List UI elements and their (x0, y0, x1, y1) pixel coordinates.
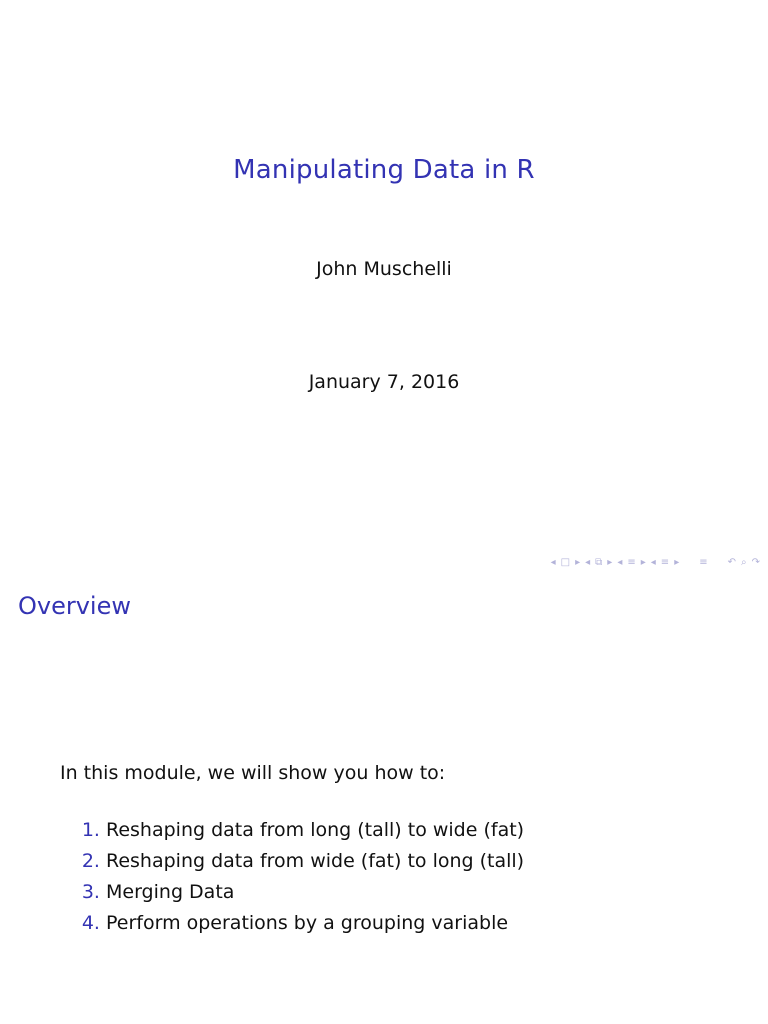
nav-arrow-right-icon[interactable]: ▸ (575, 557, 581, 568)
list-number: 3. (81, 881, 100, 903)
presentation-title: Manipulating Data in R (233, 155, 535, 185)
list-number: 2. (81, 850, 100, 872)
overview-slide (0, 576, 768, 1024)
list-item-text: Perform operations by a grouping variable (106, 912, 509, 934)
section-lines-icon[interactable]: ≡ (627, 557, 636, 568)
presentation-date: January 7, 2016 (308, 371, 460, 393)
redo-icon[interactable]: ↷ (751, 557, 760, 568)
author-name: John Muschelli (316, 258, 452, 280)
intro-text: In this module, we will show you how to: (60, 762, 446, 784)
list-number: 1. (81, 819, 100, 841)
list-item-text: Reshaping data from long (tall) to wide (fat) (106, 819, 525, 841)
nav-arrow-left-icon[interactable]: ◂ (585, 557, 591, 568)
frame-title: Overview (18, 592, 131, 620)
nav-arrow-right-icon[interactable]: ▸ (674, 557, 680, 568)
list-item (60, 878, 524, 909)
list-item-text: Reshaping data from wide (fat) to long (tall) (106, 850, 525, 872)
subsection-lines-icon[interactable]: ≡ (660, 557, 670, 568)
overview-list (60, 816, 524, 940)
nav-arrow-left-icon[interactable]: ◂ (617, 557, 623, 568)
list-item (60, 847, 524, 878)
nav-arrow-right-icon[interactable]: ▸ (607, 557, 613, 568)
nav-arrow-right-icon[interactable]: ▸ (640, 557, 646, 568)
search-icon[interactable]: ⌕ (741, 557, 747, 568)
list-item-text: Merging Data (106, 881, 235, 903)
list-item (60, 909, 524, 940)
nav-arrow-left-icon[interactable]: ◂ (650, 557, 656, 568)
nav-arrow-left-icon[interactable]: ◂ (550, 557, 556, 568)
document-lines-icon[interactable]: ≡ (699, 557, 708, 568)
list-number: 4. (81, 912, 100, 934)
frame-box-icon[interactable]: □ (560, 557, 571, 568)
beamer-navigation-bar (551, 557, 760, 569)
list-item (60, 816, 524, 847)
undo-icon[interactable]: ↶ (727, 557, 736, 568)
slides-stack-icon[interactable]: ⧉ (595, 557, 603, 568)
